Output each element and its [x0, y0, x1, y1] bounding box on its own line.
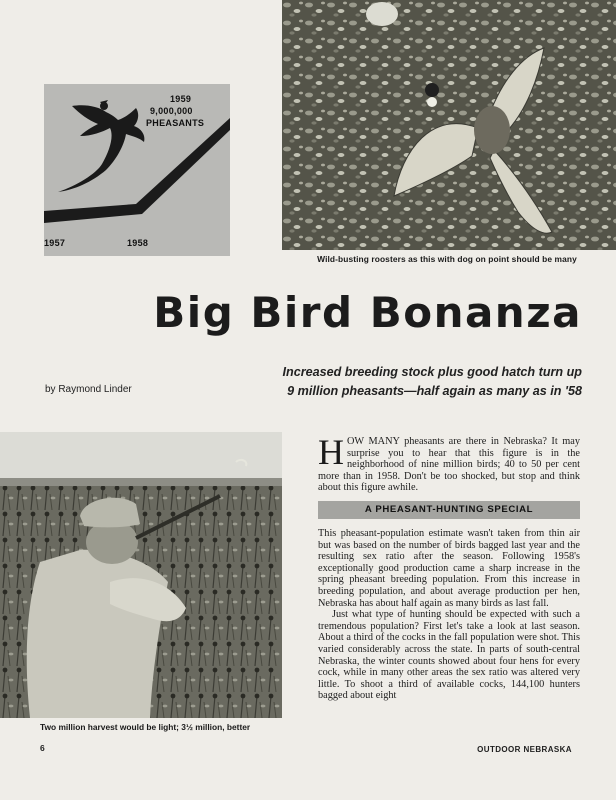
- body-paragraph-1: This pheasant-population estimate wasn't taken from thin air but was based on the number of birds bagged last year and the resulting sex ratio after the season. Following 1958's exceptionally good production came a sharp increase in the spring pheasant breeding population. From this increase in breeding population, and about average production per hen, Nebraska has about half again as many birds as last fall.: [318, 527, 580, 609]
- chart-label-count: 9,000,000: [150, 106, 193, 116]
- left-photo-caption: Two million harvest would be light; 3½ million, better: [40, 722, 251, 732]
- population-inset-graphic: [44, 84, 230, 256]
- chart-label-year: 1959: [170, 94, 192, 104]
- body-paragraph-2: Just what type of hunting should be expected with such a tremendous population? First let's take a look at last season. About a third of the cocks in the fall population were shot. This varied considerably across the state. In parts of south-central Nebraska, the winter counts showed about four hens for every cock, while in many other areas the sex ratio was altered very little. To shoot a third of available cocks, 144,100 hunters bagged about eight: [318, 609, 580, 702]
- magazine-footer: OUTDOOR NEBRASKA: [477, 745, 572, 754]
- chart-label-subject: PHEASANTS: [146, 118, 205, 128]
- pheasant-flush-photo: [282, 0, 616, 250]
- intro-paragraph: [318, 432, 580, 494]
- top-photo-caption: Wild-busting roosters as this with dog on point should be many: [317, 254, 577, 264]
- article-headline: Big Bird Bonanza: [153, 288, 582, 337]
- subhead-line-2: 9 million pheasants—half again as many as in '58: [287, 384, 582, 398]
- article-column: [318, 432, 580, 702]
- chart-x-label-1957: 1957: [44, 238, 66, 248]
- hunter-photo: [0, 432, 282, 718]
- subhead-line-1: Increased breeding stock plus good hatch turn up: [282, 365, 582, 379]
- article-subhead: [270, 363, 582, 401]
- drop-cap: H: [318, 432, 344, 472]
- intro-text: OW MANY pheasants are there in Nebraska? It may surprise you to hear that this figure is in the neighborhood of nine million birds; 40 to 50 per cent more than in 1958. Don't be too shocked, but stop and think about this figure awhile.: [318, 436, 580, 494]
- section-heading: A PHEASANT-HUNTING SPECIAL: [318, 501, 580, 519]
- pheasant-silhouette-icon: [58, 100, 144, 192]
- author-byline: by Raymond Linder: [45, 384, 132, 395]
- chart-x-label-1958: 1958: [127, 238, 149, 248]
- page-number: 6: [40, 743, 45, 753]
